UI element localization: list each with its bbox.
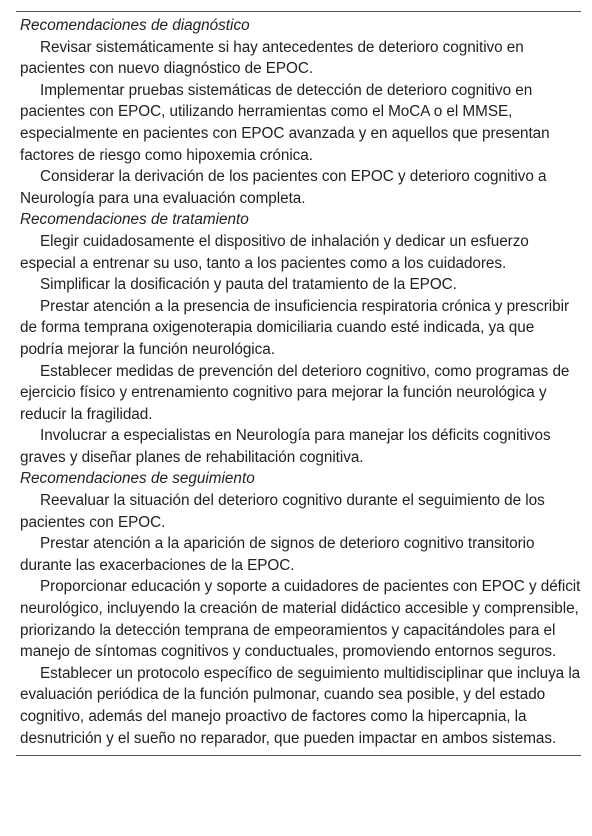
recommendation-item: Prestar atención a la presencia de insuficiencia respiratoria crónica y prescribir de forma temprana oxigenoterapia domiciliaria cuando esté indicada, ya que podría mejorar la función neurológica.: [20, 297, 569, 358]
recommendation-item: Elegir cuidadosamente el dispositivo de inhalación y dedicar un esfuerzo especial a entrenar su uso, tanto a los pacientes como a los cuidadores.: [20, 232, 529, 272]
section-heading: Recomendaciones de tratamiento: [20, 211, 249, 229]
recommendation-item: Simplificar la dosificación y pauta del tratamiento de la EPOC.: [40, 276, 457, 294]
recommendation-item: Prestar atención a la aparición de signos de deterioro cognitivo transitorio durante las exacerbaciones de la EPOC.: [20, 535, 535, 574]
recommendation-item: Involucrar a especialistas en Neurología para manejar los déficits cognitivos graves y diseñar planes de rehabilitación cognitiva.: [20, 427, 551, 466]
recommendation-item: Considerar la derivación de los pacientes con EPOC y deterioro cognitivo a Neurología para una evaluación completa.: [20, 168, 547, 207]
recommendation-item: Establecer un protocolo específico de seguimiento multidisciplinar que incluya la evaluación periódica de la función pulmonar, cuando sea posible, y del estado cognitivo, además del manejo proactivo de factores como la hipercapnia, la desnutrición y el sueño no reparador, que pueden impactar en ambos sistemas.: [20, 664, 581, 747]
section-tratamiento: [16, 209, 581, 468]
recommendation-item: Proporcionar educación y soporte a cuidadores de pacientes con EPOC y déficit neurológico, incluyendo la creación de material didáctico accesible y comprensible, priorizando la detección temprana de empeoramientos y capacitándoles para el manejo de síntomas cognitivos y conductuales, promoviendo entornos seguros.: [20, 578, 581, 661]
section-seguimiento: [16, 468, 581, 749]
recommendation-item: Implementar pruebas sistemáticas de detección de deterioro cognitivo en pacientes con EPOC, utilizando herramientas como el MoCA o el MMSE, especialmente en pacientes con EPOC avanzada y en aquellos que presentan factores de riesgo como hipoxemia crónica.: [20, 81, 550, 164]
section-heading: Recomendaciones de seguimiento: [20, 470, 255, 488]
recommendation-item: Revisar sistemáticamente si hay antecedentes de deterioro cognitivo en pacientes con nuevo diagnóstico de EPOC.: [20, 38, 524, 78]
recommendation-item: Reevaluar la situación del deterioro cognitivo durante el seguimiento de los pacientes con EPOC.: [20, 492, 545, 531]
recommendation-item: Establecer medidas de prevención del deterioro cognitivo, como programas de ejercicio físico y entrenamiento cognitivo para mejorar la función neurológica y reducir la fragilidad.: [20, 362, 570, 423]
section-heading: Recomendaciones de diagnóstico: [20, 17, 250, 34]
recommendations-table: [16, 11, 581, 756]
section-diagnostico: [16, 15, 581, 209]
